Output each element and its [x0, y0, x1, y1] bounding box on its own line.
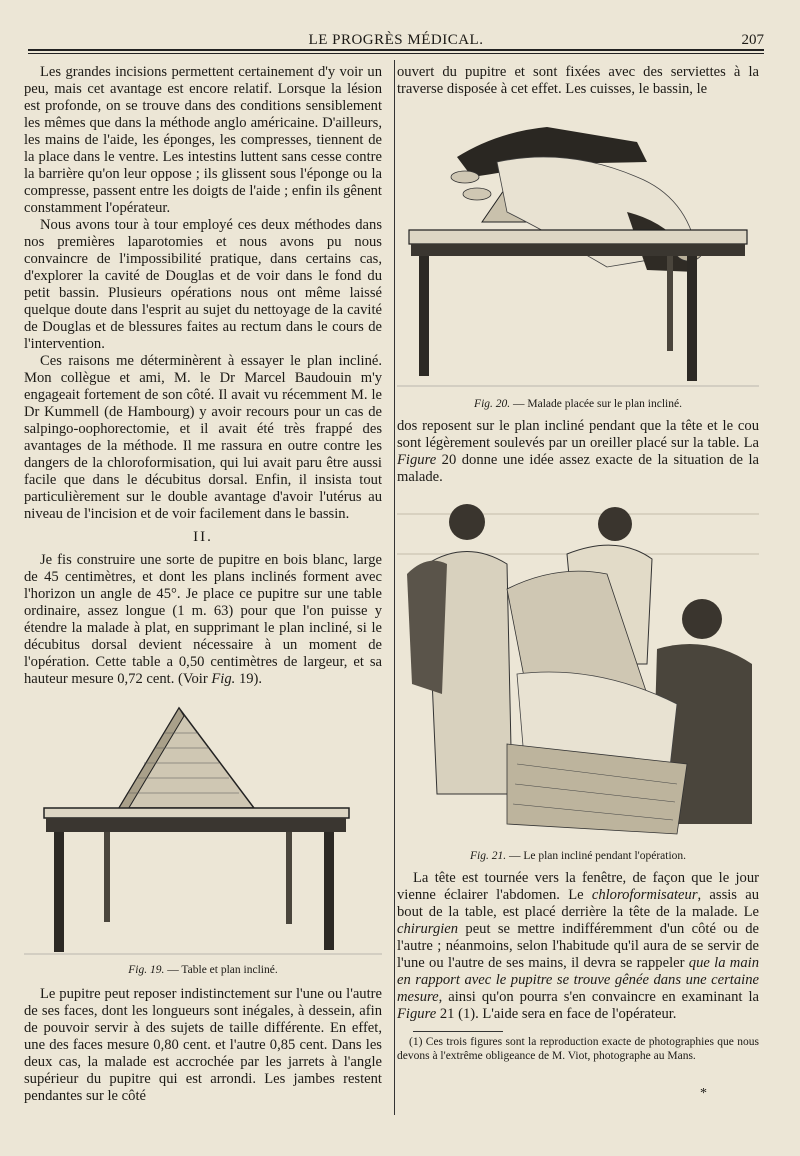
caption-label: Fig. 20. — [474, 398, 511, 410]
paragraph: Ces raisons me déterminèrent à essayer le plan incliné. Mon collègue et ami, M. le Dr Marcel Baudouin m'y engageait fortement de son côté. Il avait vu récemment M. le Dr Kummell (de Hambourg) y avoir recours pour un cas de salpingo-oophorectomie, et il avait été très frappé des avantages de la méthode. Il me rassura en outre contre les dangers de la chloroformisation, qui lui avait paru être aussi facile que dans le décubitus dorsal. Enfin, il insista tout particulièrement sur le double avantage d'avoir l'utérus au niveau de l'incision et de voir facilement dans le bassin. — [24, 353, 382, 522]
figure-caption — [24, 964, 382, 976]
caption-label: Fig. 19. — [128, 964, 165, 976]
caption-text: — Le plan incliné pendant l'opération. — [506, 850, 687, 862]
figure-19 — [24, 698, 382, 976]
text-run: 19). — [235, 671, 263, 687]
figure-caption — [397, 398, 759, 410]
paragraph — [397, 418, 759, 486]
section-numeral: II. — [193, 529, 213, 545]
emphasis: chloroformisateur — [591, 887, 698, 903]
text-run: 20 donne une idée assez exacte de la situation de la malade. — [397, 452, 759, 485]
text-run: , assis au bout de la table, est placé derrière la tête de la malade. Le — [397, 887, 759, 920]
paragraph: Le pupitre peut reposer indistinctement sur l'une ou l'autre de ses faces, dont les longueurs sont inégales, à dessein, afin de pouvoir servir à des sujets de taille différente. En effet, une des faces mesure 0,80 cent. et l'autre 0,85 cent. Dans les deux cas, la malade est accrochée par les jarrets à l'angle supérieur du pupitre qui est arrondi. Les jambes restent pendantes sur le côté — [24, 986, 382, 1104]
paragraph — [397, 870, 759, 1023]
paragraph: Les grandes incisions permettent certainement d'y voir un peu, mais cet avantage est encore relatif. Lorsque la lésion est profonde, on se trouve dans des conditions sensiblement les mêmes que dans la méthode anglo américaine. D'ailleurs, les mains de l'aide, les éponges, les compresses, tiennent de la place dans le ventre. Les intestins luttent sans cesse contre la barrière qu'on leur oppose ; ils glissent sous l'éponge ou la compresse, passent entre les doigts de l'aide ; enfin ils gênent constamment l'opérateur. — [24, 64, 382, 216]
running-head — [28, 30, 764, 50]
caption-text: — Malade placée sur le plan incliné. — [510, 398, 682, 410]
text-run: dos reposent sur le plan incliné pendant que la tête et le cou sont légèrement soulevés par un oreiller placé sur la table. La — [397, 418, 759, 451]
text-run: peut se mettre indifféremment d'un côté ou de l'autre ; néanmoins, selon l'habitude qu'il aura de se servir de l'une ou l'autre de ses mains, il devra se rappeler — [397, 921, 759, 971]
header-rule-thin — [28, 53, 764, 54]
figure-21 — [397, 494, 759, 862]
inclined-desk-on-table-engraving — [24, 698, 382, 960]
paragraph: ouvert du pupitre et sont fixées avec des serviettes à la traverse disposée à cet effet. Les cuisses, le bassin, le — [397, 64, 759, 97]
surgical-operation-scene-engraving — [397, 494, 759, 846]
text-run: , ainsi qu'on pourra s'en convaincre en examinant la — [438, 989, 759, 1005]
left-column — [24, 64, 382, 1105]
journal-title: LE PROGRÈS MÉDICAL. — [308, 32, 484, 48]
page-number: 207 — [741, 32, 764, 48]
footnote: (1) Ces trois figures sont la reproduction exacte de photographies que nous devons à l'extrême obligeance de M. Viot, photographe au Mans. — [397, 1036, 759, 1062]
figure-reference: Fig. — [211, 671, 236, 687]
caption-label: Fig. 21. — [469, 850, 507, 862]
figure-reference: Figure — [397, 1006, 437, 1022]
patient-on-inclined-plane-engraving — [397, 102, 759, 394]
text-run: 21 (1). L'aide sera en face de l'opérateur. — [436, 1006, 677, 1022]
emphasis: chirurgien — [397, 921, 459, 937]
asterisk-mark: * — [700, 1086, 707, 1101]
emphasis: que la main en rapport avec le pupitre se trouve gênée dans une certaine mesure — [397, 955, 759, 1005]
figure-20 — [397, 102, 759, 410]
column-divider — [394, 60, 395, 1115]
paragraph: Nous avons tour à tour employé ces deux méthodes dans nos premières laparotomies et nous avons pu nous convaincre de l'impossibilité pratique, dans certains cas, d'explorer la cavité de Douglas et de voir dans le fond du petit bassin. Plusieurs opérations nous ont même laissé quelque doute dans l'esprit au sujet du nettoyage de la cavité de Douglas et de blessures faites au rectum dans le cours de l'intervention. — [24, 217, 382, 352]
caption-text: — Table et plan incliné. — [164, 964, 278, 976]
figure-reference: Figure — [397, 452, 437, 468]
paragraph — [24, 552, 382, 688]
figure-caption — [397, 850, 759, 862]
text-run: La tête est tournée vers la fenêtre, de façon que le jour vienne éclairer l'abdomen. Le — [397, 870, 759, 903]
text-run: Je fis construire une sorte de pupitre en bois blanc, large de 45 centimètres, et dont les plans inclinés forment avec l'horizon un angle de 45°. Je place ce pupitre sur une table ordinaire, assez longue (1 m. 63) pour que l'on puisse y étendre la malade à plat, en supprimant le plan incliné, si le décubitus dorsal devient nécessaire à un moment de l'opération. Cette table a 0,50 centimètres de largeur, et sa hauteur mesure 0,72 cent. (Voir — [24, 552, 382, 687]
header-rule-thick — [28, 49, 764, 51]
right-column — [397, 64, 759, 1063]
footnote-rule — [413, 1031, 503, 1032]
